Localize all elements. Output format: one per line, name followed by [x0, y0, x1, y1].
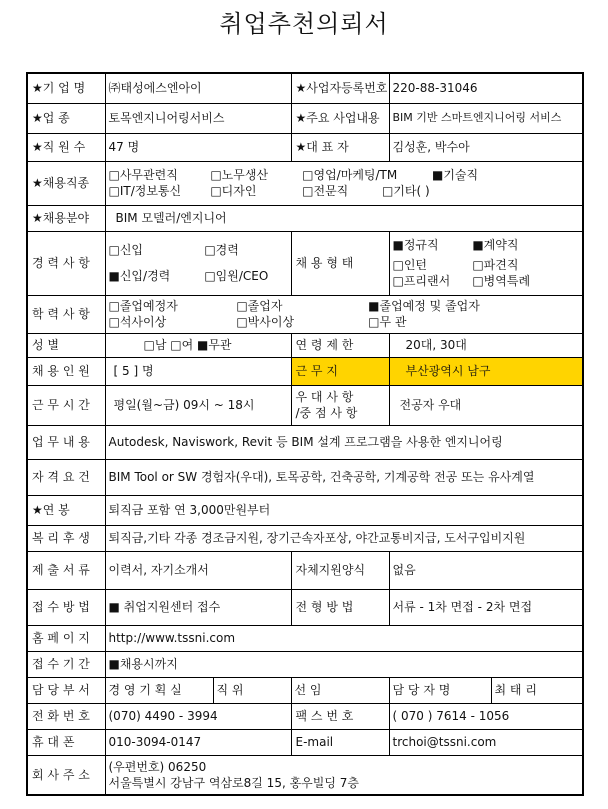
education-option[interactable]: ■졸업예정 및 졸업자	[368, 299, 480, 313]
gender-label: 성 별	[27, 333, 105, 357]
document-title: 취업추천의뢰서	[219, 10, 389, 38]
own-form-label: 자체지원양식	[291, 551, 389, 589]
manager-value: 최 태 리	[491, 677, 583, 703]
preference-label	[291, 385, 389, 425]
emp-form-option[interactable]: ■정규직	[392, 238, 439, 252]
preference-label-line2: /중 점 사 항	[295, 406, 358, 420]
own-form-value: 없음	[389, 551, 583, 589]
career-option[interactable]: □경력	[204, 243, 239, 257]
emp-form-label: 채 용 형 태	[291, 231, 389, 295]
salary-label: ★연 봉	[27, 495, 105, 525]
documents-label: 제 출 서 류	[27, 551, 105, 589]
business-label: ★주요 사업내용	[291, 103, 389, 133]
industry-value: 토목엔지니어링서비스	[105, 103, 291, 133]
salary-value: 퇴직금 포함 연 3,000만원부터	[105, 495, 583, 525]
mobile-value: 010-3094-0147	[105, 729, 291, 755]
emp-form-option[interactable]: □병역특례	[472, 274, 531, 288]
job-type-option[interactable]: □노무생산	[210, 168, 269, 182]
education-label: 학 력 사 항	[27, 295, 105, 333]
welfare-label: 복 리 후 생	[27, 525, 105, 551]
job-type-option[interactable]: ■기술직	[431, 168, 479, 182]
hours-value: 평일(월~금) 09시 ~ 18시	[105, 385, 291, 425]
education-option[interactable]: □석사이상	[108, 315, 167, 329]
company-name-value: ㈜태성에스엔아이	[105, 73, 291, 103]
emp-form-option[interactable]: □파견직	[472, 258, 519, 272]
address-value	[105, 755, 583, 795]
career-label: 경 력 사 항	[27, 231, 105, 295]
homepage-label: 홈 페 이 지	[27, 625, 105, 651]
job-type-options	[105, 161, 583, 205]
position-value: 선 임	[291, 677, 389, 703]
emp-form-options	[389, 231, 583, 295]
location-value: 부산광역시 남구	[389, 357, 583, 385]
field-label: ★채용분야	[27, 205, 105, 231]
department-label: 담 당 부 서	[27, 677, 105, 703]
emp-form-option[interactable]: □인턴	[392, 258, 428, 272]
position-label: 직 위	[213, 677, 291, 703]
education-options	[105, 295, 583, 333]
manager-label: 담 당 자 명	[389, 677, 491, 703]
preference-label-line1: 우 대 사 항	[295, 390, 354, 404]
job-type-option[interactable]: □디자인	[210, 184, 257, 198]
business-value: BIM 기반 스마트엔지니어링 서비스	[389, 103, 583, 133]
company-name-label: ★기 업 명	[27, 73, 105, 103]
qualification-value: BIM Tool or SW 경험자(우대), 토목공학, 건축공학, 기계공학 전공 또는 유사계열	[105, 459, 583, 495]
selection-value: 서류 - 1차 면접 - 2차 면접	[389, 589, 583, 625]
education-option[interactable]: □졸업자	[236, 299, 283, 313]
age-value: 20대, 30대	[389, 333, 583, 357]
fax-label: 팩 스 번 호	[291, 703, 389, 729]
selection-label: 전 형 방 법	[291, 589, 389, 625]
employees-label: ★직 원 수	[27, 133, 105, 161]
career-option[interactable]: □신입	[108, 243, 144, 257]
job-type-option[interactable]: □IT/정보통신	[108, 184, 182, 198]
job-type-label: ★채용직종	[27, 161, 105, 205]
hours-label: 근 무 시 간	[27, 385, 105, 425]
duties-value: Autodesk, Naviswork, Revit 등 BIM 설계 프로그램을 사용한 엔지니어링	[105, 425, 583, 459]
email-label: E-mail	[291, 729, 389, 755]
department-value: 경 영 기 획 실	[105, 677, 213, 703]
preference-value: 전공자 우대	[389, 385, 583, 425]
emp-form-option[interactable]: □프리랜서	[392, 274, 451, 288]
fax-value: ( 070 ) 7614 - 1056	[389, 703, 583, 729]
duties-label: 업 무 내 용	[27, 425, 105, 459]
email-value: trchoi@tssni.com	[389, 729, 583, 755]
location-label: 근 무 지	[291, 357, 389, 385]
education-option[interactable]: □졸업예정자	[108, 299, 178, 313]
job-type-option[interactable]: □사무관련직	[108, 168, 178, 182]
period-label: 접 수 기 간	[27, 651, 105, 677]
phone-value: (070) 4490 - 3994	[105, 703, 291, 729]
employees-value: 47 명	[105, 133, 291, 161]
age-label: 연 령 제 한	[291, 333, 389, 357]
welfare-value: 퇴직금,기타 각종 경조금지원, 장기근속자포상, 야간교통비지급, 도서구입비지원	[105, 525, 583, 551]
mobile-label: 휴 대 폰	[27, 729, 105, 755]
field-value: BIM 모델러/엔지니어	[105, 205, 583, 231]
job-type-option[interactable]: □전문직	[302, 184, 349, 198]
apply-method-label: 접 수 방 법	[27, 589, 105, 625]
emp-form-option[interactable]: ■계약직	[472, 238, 519, 252]
headcount-value: [ 5 ] 명	[105, 357, 291, 385]
address-label: 회 사 주 소	[27, 755, 105, 795]
education-option[interactable]: □무 관	[368, 315, 407, 329]
industry-label: ★업 종	[27, 103, 105, 133]
phone-label: 전 화 번 호	[27, 703, 105, 729]
reg-no-label: ★사업자등록번호	[291, 73, 389, 103]
ceo-value: 김성훈, 박수아	[389, 133, 583, 161]
address-line1: (우편번호) 06250	[108, 759, 207, 774]
gender-value[interactable]: □남 □여 ■무관	[105, 333, 291, 357]
career-option[interactable]: ■신입/경력	[108, 269, 171, 283]
education-option[interactable]: □박사이상	[236, 315, 295, 329]
homepage-link[interactable]: http://www.tssni.com	[105, 625, 583, 651]
job-type-option[interactable]: □영업/마케팅/TM	[302, 168, 398, 182]
qualification-label: 자 격 요 건	[27, 459, 105, 495]
apply-method-value: ■ 취업지원센터 접수	[105, 589, 291, 625]
recommendation-form-table	[26, 72, 584, 796]
ceo-label: ★대 표 자	[291, 133, 389, 161]
headcount-label: 채 용 인 원	[27, 357, 105, 385]
job-type-option[interactable]: □기타( )	[381, 184, 430, 198]
address-line2: 서울특별시 강남구 역삼로8길 15, 홍우빌딩 7층	[108, 775, 359, 790]
career-options	[105, 231, 291, 295]
career-option[interactable]: □임원/CEO	[204, 269, 269, 283]
period-value: ■채용시까지	[105, 651, 583, 677]
reg-no-value: 220-88-31046	[389, 73, 583, 103]
documents-value: 이력서, 자기소개서	[105, 551, 291, 589]
